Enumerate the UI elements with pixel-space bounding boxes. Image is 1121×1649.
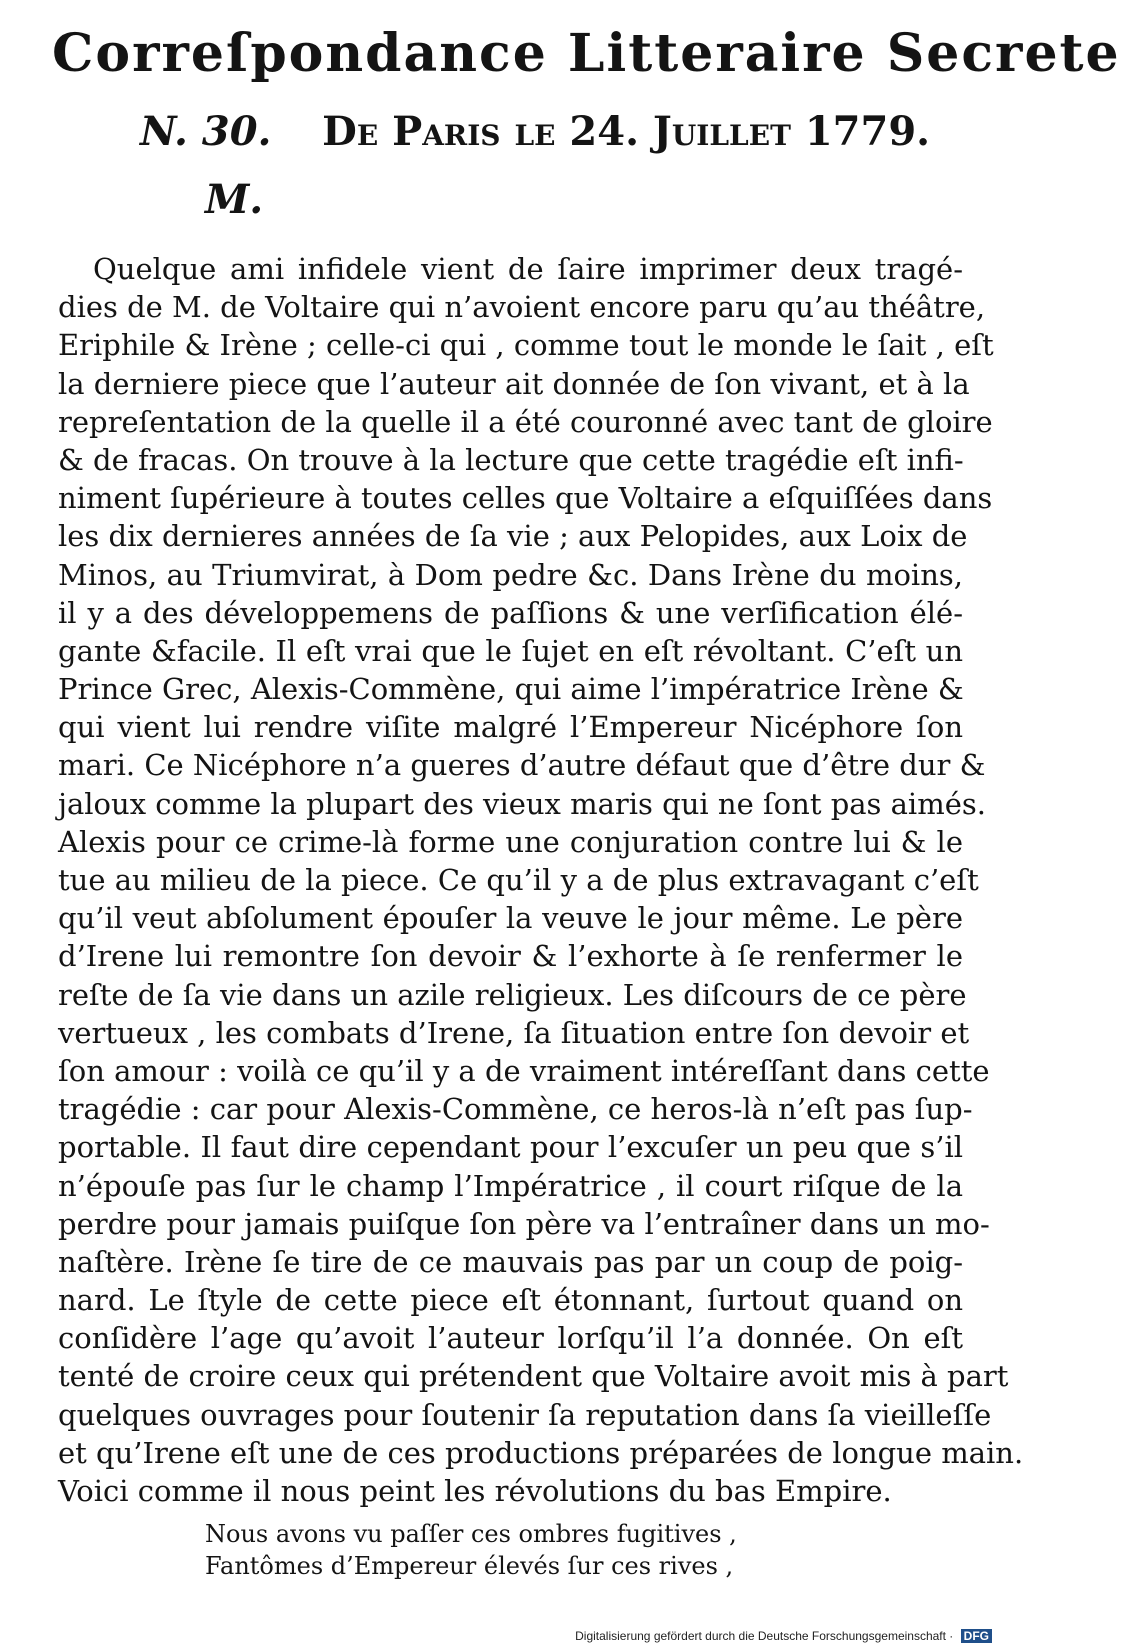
body-line: nard. Le ſtyle de cette piece eſt étonnant, ſurtout quand on <box>58 1283 963 1318</box>
body-line: dies de M. de Voltaire qui n’avoient encore paru qu’au théâtre, <box>58 290 986 325</box>
verse-line: Fantômes d’Empereur élevés ſur ces rives , <box>205 1552 734 1580</box>
footer-text: Digitalisierung gefördert durch die Deutsche Forschungsgemeinschaft · <box>575 1629 954 1643</box>
body-line: portable. Il faut dire cependant pour l’excuſer un peu que s’il <box>58 1130 963 1165</box>
body-line: jaloux comme la plupart des vieux maris qui ne ſont pas aimés. <box>58 786 986 821</box>
salutation: M. <box>205 176 264 223</box>
issue-number: N. 30. <box>140 108 272 155</box>
body-line: qui vient lui rendre viſite malgré l’Empereur Nicéphore ſon <box>58 710 963 745</box>
body-line: mari. Ce Nicéphore n’a gueres d’autre défaut que d’être dur & <box>58 748 986 783</box>
body-line: Minos, au Triumvirat, à Dom pedre &c. Dans Irène du moins, <box>58 557 963 592</box>
body-line: Alexis pour ce crime-là forme une conjuration contre lui & le <box>58 824 963 859</box>
body-line: Quelque ami infidele vient de ſaire imprimer deux tragé- <box>93 252 963 286</box>
body-line: et qu’Irene eſt une de ces productions préparées de longue main. <box>58 1435 1024 1470</box>
body-line: gante &facile. Il eſt vrai que le ſujet en eſt révoltant. C’eſt un <box>58 633 963 668</box>
body-line: Voici comme il nous peint les révolutions du bas Empire. <box>58 1474 892 1508</box>
body-line: repreſentation de la quelle il a été couronné avec tant de gloire <box>58 404 993 439</box>
body-line: les dix dernieres années de ſa vie ; aux Pelopides, aux Loix de <box>58 519 968 554</box>
digitization-footer <box>575 1629 992 1643</box>
dfg-logo: DFG <box>961 1629 992 1643</box>
document-title: Correſpondance Litteraire Secrete <box>52 23 1121 84</box>
body-line: n’épouſe pas ſur le champ l’Impératrice , il court riſque de la <box>58 1168 963 1203</box>
body-line: qu’il veut abſolument épouſer la veuve le jour même. Le père <box>58 901 963 936</box>
place-date: De Paris le 24. Juillet 1779. <box>322 108 931 155</box>
body-line: tue au milieu de la piece. Ce qu’il y a de plus extravagant c’eſt <box>58 863 979 897</box>
body-line: tragédie : car pour Alexis-Commène, ce heros-là n’eſt pas ſup- <box>58 1092 973 1127</box>
body-line: naſtère. Irène ſe tire de ce mauvais pas par un coup de poig- <box>58 1244 963 1279</box>
body-line: conſidère l’age qu’avoit l’auteur lorſqu’il l’a donnée. On eſt <box>58 1321 963 1356</box>
body-line: vertueux , les combats d’Irene, ſa ſituation entre ſon devoir et <box>58 1015 970 1050</box>
body-line: reſte de ſa vie dans un azile religieux. Les diſcours de ce père <box>58 977 967 1012</box>
body-line: Prince Grec, Alexis-Commène, qui aime l’impératrice Irène & <box>58 672 964 707</box>
body-line: Eriphile & Irène ; celle-ci qui , comme tout le monde le ſait , eſt <box>58 328 994 363</box>
body-line: tenté de croire ceux qui prétendent que Voltaire avoit mis à part <box>58 1359 1009 1394</box>
body-line: perdre pour jamais puiſque ſon père va l’entraîner dans un mo- <box>58 1206 990 1241</box>
body-line: & de fracas. On trouve à la lecture que cette tragédie eſt infi- <box>58 442 964 477</box>
body-line: la derniere piece que l’auteur ait donnée de ſon vivant, et à la <box>58 366 970 401</box>
body-line: ſon amour : voilà ce qu’il y a de vraiment intéreſſant dans cette <box>58 1053 990 1088</box>
body-line: d’Irene lui remontre ſon devoir & l’exhorte à ſe renfermer le <box>58 939 963 974</box>
verse-quote <box>205 1518 805 1582</box>
body-line: niment ſupérieure à toutes celles que Voltaire a eſquiſſées dans <box>58 481 993 516</box>
verse-line: Nous avons vu paſſer ces ombres fugitives , <box>205 1520 737 1548</box>
issue-line <box>140 108 940 155</box>
body-paragraph <box>58 250 1024 1510</box>
body-line: quelques ouvrages pour ſoutenir ſa reputation dans ſa vieilleſſe <box>58 1397 992 1432</box>
body-line: il y a des développemens de paſſions & une verſification élé- <box>58 595 963 630</box>
